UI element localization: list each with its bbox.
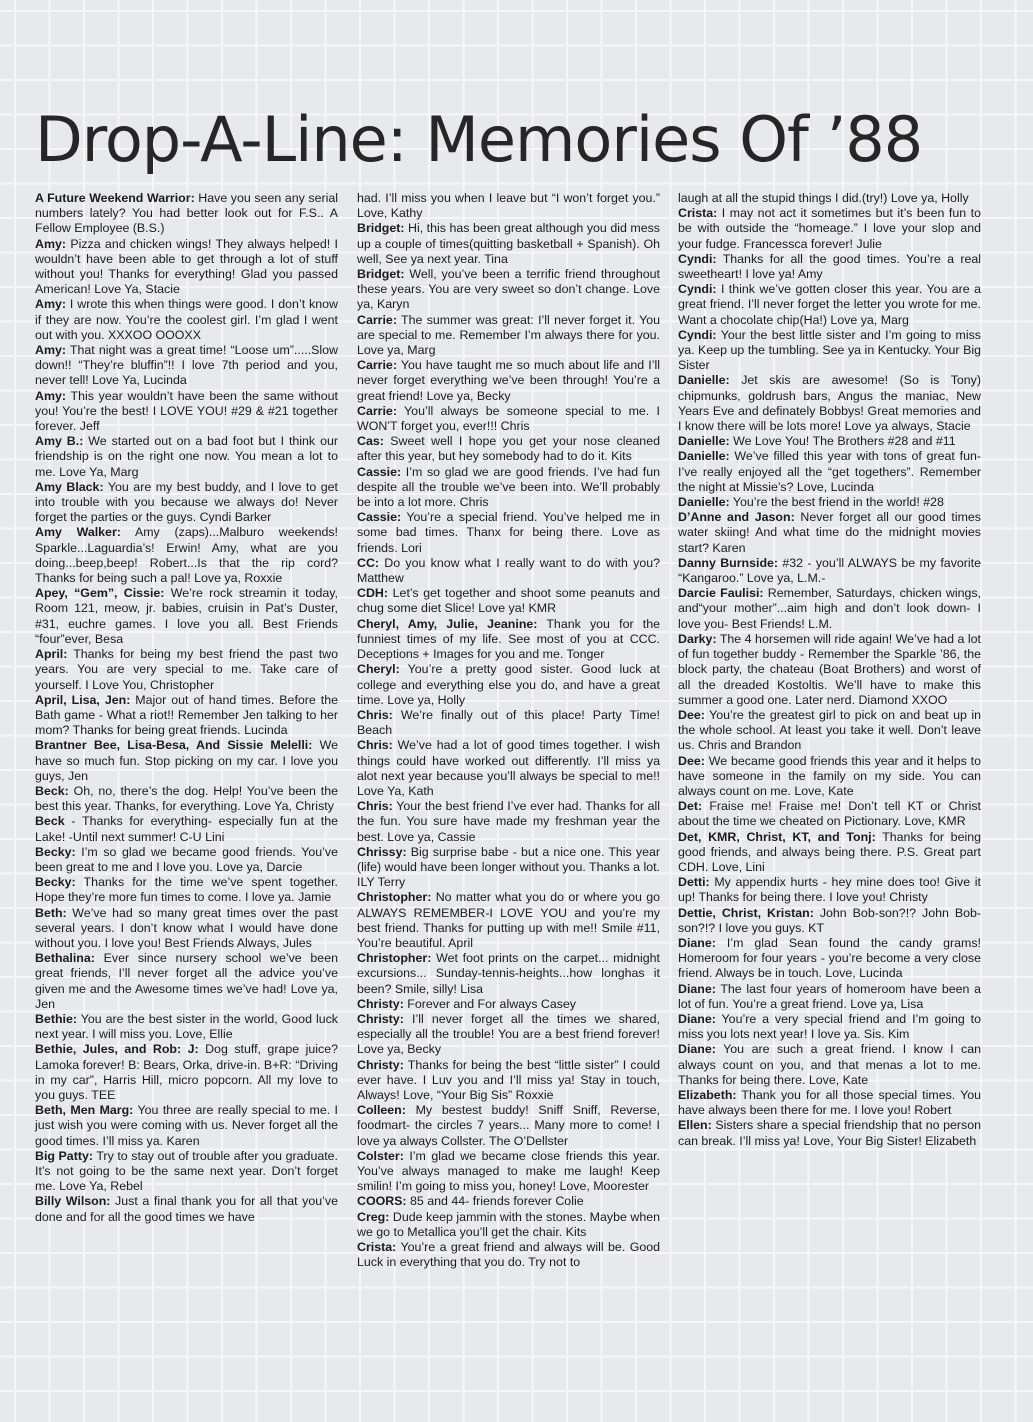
entry-recipient-name: Amy: <box>35 343 66 358</box>
message-entry <box>678 252 981 282</box>
entry-recipient-name: Dee: <box>678 707 705 722</box>
message-entry <box>35 389 338 435</box>
entry-message-text: We’re rock streamin it today, Room 121, meow, jr. babies, cruisin in Pat’s Duster, #31, euchre games. I love you all. Best Friends “four”ever, Besa <box>35 586 338 646</box>
entry-message-text: Big surprise babe - but a nice one. This year (life) would have been longer without you. Thanks a lot. ILY Terry <box>357 844 660 890</box>
message-entry <box>35 951 338 1012</box>
entry-recipient-name: Carrie: <box>357 312 397 327</box>
entry-message-text: You’re a pretty good sister. Good luck at college and everything else you do, and have a great time. Love ya, Holly <box>357 662 661 707</box>
entry-message-text: Wet foot prints on the carpet... midnight excursions... Sunday-tennis-heights...how longhas it been? Smile, silly! Lisa <box>357 951 660 996</box>
page-title: Drop-A-Line: Memories Of ’88 <box>35 103 923 176</box>
entry-message-text: Do you know what I really want to do with you? Matthew <box>357 555 660 586</box>
entry-message-text: That night was a great time! “Loose um”.....Slow down!! “They’re bluffin”!! I love 7th period and you, never tell! Love Ya, Lucinda <box>35 343 338 388</box>
entry-recipient-name: April: <box>35 647 68 662</box>
entry-recipient-name: Cheryl, Amy, Julie, Jeanine: <box>357 616 538 631</box>
entry-message-text: You are my best buddy, and I love to get into trouble with you because we always do! Never forget the parties or the guys. Cyndi Barker <box>35 479 338 525</box>
message-entry <box>678 875 981 905</box>
entry-message-text: #32 - you’ll ALWAYS be my favorite “Kangaroo.” Love ya, L.M.- <box>678 555 981 586</box>
entry-message-text: You’re the best friend in the world! #28 <box>732 495 944 510</box>
entry-message-text: Major out of hand times. Before the Bath game - What a riot!! Remember Jen talking to her mom? Thanks for being great friends. Lucinda <box>35 692 338 738</box>
entry-message-text: This year wouldn’t have been the same without you! You’re the best! I LOVE YOU! #29 & #21 together forever. Jeff <box>35 388 338 434</box>
entry-message-text: Thanks for all the good times. You’re a real sweetheart! I love ya! Amy <box>678 251 982 282</box>
entry-recipient-name: Cassie: <box>357 510 402 525</box>
entry-recipient-name: Beck: <box>35 783 69 798</box>
message-entry <box>678 373 981 434</box>
entry-message-text: Sweet well I hope you get your nose cleaned after this year, but hey somebody had to do it. Kits <box>357 434 660 464</box>
entry-recipient-name: Chris: <box>357 707 393 722</box>
message-entry <box>357 1240 660 1270</box>
message-entry <box>357 313 660 359</box>
entry-recipient-name: Dettie, Christ, Kristan: <box>678 905 814 920</box>
message-entry <box>357 617 660 663</box>
entry-message-text: Oh, no, there’s the dog. Help! You’ve been the best this year. Thanks, for everything. Love Ya, Christy <box>35 783 338 814</box>
entry-recipient-name: D’Anne and Jason: <box>678 510 795 525</box>
entry-recipient-name: Det, KMR, Christ, KT, and Tonj: <box>678 829 876 844</box>
entry-message-text: Thanks for being the best “little sister” I could ever have. I Luv you and I’ll miss ya! Stay in touch, Always! Love, “Your Big Sis” Roxxie <box>357 1057 660 1102</box>
entry-message-text: We’re finally out of this place! Party Time! Beach <box>357 707 660 738</box>
message-entry <box>678 632 981 708</box>
entry-recipient-name: Bethie, Jules, and Rob: J: <box>35 1042 199 1057</box>
entry-message-text: Thanks for being good friends, and always being there. P.S. Great part CDH. Love, Lini <box>678 829 981 874</box>
message-entry <box>35 1012 338 1042</box>
message-entry <box>357 997 660 1012</box>
message-entry <box>357 662 660 708</box>
entry-recipient-name: Darcie Faulisi: <box>678 586 764 601</box>
entry-message-text: Let’s get together and shoot some peanuts and chug some diet Slice! Love ya! KMR <box>357 586 660 616</box>
message-entry <box>678 328 981 374</box>
message-entry <box>678 191 981 206</box>
entry-recipient-name: COORS: <box>357 1194 407 1209</box>
entry-message-text: - Thanks for everything- especially fun at the Lake! -Until next summer! C-U Lini <box>35 814 339 844</box>
entry-message-text: You have taught me so much about life and I’ll never forget everything we’ve been through! You’re a great friend! Love ya, Becky <box>357 358 661 403</box>
message-entry <box>35 1194 338 1224</box>
entry-message-text: Your the best friend I’ve ever had. Thanks for all the fun. You sure have made my freshman year the best. Love ya, Cassie <box>357 799 660 844</box>
entry-message-text: laugh at all the stupid things I did.(try!) Love ya, Holly <box>678 191 969 205</box>
entry-message-text: We’ve had so many great times over the past several years. I don’t know what I would have done without you. I love you! Best Friends Always, Jules <box>35 905 338 950</box>
entry-recipient-name: Christopher: <box>357 951 432 966</box>
entry-recipient-name: Amy Walker: <box>35 525 121 540</box>
entry-recipient-name: Becky: <box>35 844 76 859</box>
entry-message-text: I may not act it sometimes but it’s been fun to be with outside the “homeage.” I love your slop and your fudge. Francessca forever! Julie <box>678 206 981 251</box>
entry-recipient-name: Carrie: <box>357 358 397 373</box>
entry-message-text: Your the best little sister and I’m going to miss ya. Keep up the tumbling. See ya in Kentucky. Your Big Sister <box>678 327 982 373</box>
entry-message-text: Pizza and chicken wings! They always helped! I wouldn’t have been able to get through a lot of stuff without you! Thanks for everything! Glad you passed American! Love Ya, Stacie <box>35 236 338 297</box>
entry-message-text: We became good friends this year and it helps to have someone in the family on my side. You can always count on me. Love, Kate <box>678 753 981 798</box>
message-entry <box>35 784 338 814</box>
message-entry <box>678 556 981 586</box>
message-entry <box>357 556 660 586</box>
entry-message-text: You are the best sister in the world, Good luck next year. I will miss you. Love, Ellie <box>35 1011 338 1042</box>
entry-recipient-name: A Future Weekend Warrior: <box>35 191 195 205</box>
column-1 <box>35 191 338 1225</box>
entry-message-text: Just a final thank you for all that you’ve done and for all the good times we have <box>35 1194 338 1224</box>
entry-recipient-name: Christy: <box>357 996 404 1011</box>
message-entry <box>357 465 660 511</box>
entry-message-text: Never forget all our good times water skiing! And what time do the midnight movies start? Karen <box>678 510 982 555</box>
message-entry <box>357 1012 660 1058</box>
entry-recipient-name: Beth: <box>35 905 67 920</box>
entry-recipient-name: Diane: <box>678 935 716 950</box>
message-entry <box>357 1194 660 1209</box>
entry-message-text: I’ll never forget all the times we shared, especially all the trouble! You are a best friend forever! Love ya, Becky <box>357 1011 660 1057</box>
entry-recipient-name: Darky: <box>678 631 717 646</box>
message-entry <box>35 525 338 586</box>
message-entry <box>678 1118 981 1148</box>
entry-message-text: I think we’ve gotten closer this year. You are a great friend. I’ll never forget the letter you wrote for me. Want a chocolate chip(Ha!) Love ya, Marg <box>678 282 981 327</box>
entry-message-text: Well, you’ve been a terrific friend throughout these years. You are very sweet so don’t change. Love ya, Karyn <box>357 267 660 312</box>
entry-recipient-name: Billy Wilson: <box>35 1194 111 1209</box>
entry-message-text: You’re a special friend. You’ve helped me in some bad times. Thanx for being there. Love as friends. Lori <box>357 510 661 555</box>
message-entry <box>678 449 981 495</box>
message-entry <box>678 799 981 829</box>
message-entry <box>357 267 660 313</box>
message-entry <box>678 206 981 252</box>
message-entry <box>678 282 981 328</box>
column-2 <box>357 191 660 1270</box>
message-entry <box>357 434 660 464</box>
message-entry <box>35 738 338 784</box>
entry-message-text: We Love You! The Brothers #28 and #11 <box>733 434 956 449</box>
entry-recipient-name: Christy: <box>357 1011 404 1026</box>
entry-message-text: Have you seen any serial numbers lately? You had better look out for F.S.. A Fellow Employee (B.S.) <box>35 191 338 236</box>
entry-message-text: Forever and For always Casey <box>407 996 576 1011</box>
entry-message-text: You are such a great friend. I know I can always count on you, and that menas a lot to me. Thanks for being there. Love, Kate <box>678 1042 981 1087</box>
entry-message-text: We have so much fun. Stop picking on my car. I love you guys, Jen <box>35 738 338 783</box>
entry-message-text: 85 and 44- friends forever Colie <box>410 1194 584 1209</box>
entry-message-text: Sisters share a special friendship that no person can break. I’ll miss ya! Love, Your Big Sister! Elizabeth <box>678 1118 981 1148</box>
message-entry <box>35 434 338 480</box>
entry-message-text: The summer was great: I’ll never forget it. You are special to me. Remember I’m always there for you. Love ya, Marg <box>357 312 661 358</box>
entry-recipient-name: Amy Black: <box>35 479 104 494</box>
entry-recipient-name: Beck <box>35 814 65 829</box>
entry-recipient-name: Detti: <box>678 875 710 890</box>
entry-recipient-name: Christopher: <box>357 890 432 905</box>
entry-message-text: I’m so glad we are good friends. I’ve had fun despite all the trouble we’ve been into. We’ll probably be into a lot more. Chris <box>357 464 660 510</box>
message-entry <box>35 814 338 844</box>
message-entry <box>357 890 660 951</box>
entry-recipient-name: Diane: <box>678 1042 716 1057</box>
message-entry <box>357 1149 660 1195</box>
message-entry <box>357 221 660 267</box>
entry-message-text: Jet skis are awesome! (So is Tony) chipmunks, goldrush bars, Angus the maniac, New Years Eve and definately Bobbys! Great memories and I know there will be lots more! Love ya always, Stacie <box>678 373 981 434</box>
entry-message-text: Hi, this has been great although you did mess up a couple of times(quitting basketball + Spanish). Oh well, See ya next year. Tina <box>357 221 660 266</box>
message-entry <box>678 982 981 1012</box>
entry-recipient-name: April, Lisa, Jen: <box>35 692 131 707</box>
entry-recipient-name: Chris: <box>357 738 393 753</box>
entry-recipient-name: Dee: <box>678 753 705 768</box>
entry-recipient-name: Ellen: <box>678 1118 712 1133</box>
message-entry <box>357 510 660 556</box>
message-entry <box>35 237 338 298</box>
message-entry <box>357 358 660 404</box>
entry-message-text: We’ve had a lot of good times together. I wish things could have worked out differently. I’ll miss ya alot next year because you’ll always be special to me!! Love Ya, Kath <box>357 738 660 798</box>
entry-recipient-name: Det: <box>678 799 703 814</box>
entry-recipient-name: Colleen: <box>357 1103 406 1118</box>
entry-recipient-name: Elizabeth: <box>678 1087 737 1102</box>
entry-recipient-name: Crista: <box>678 206 718 221</box>
entry-recipient-name: Colster: <box>357 1148 404 1163</box>
message-entry <box>357 191 660 221</box>
message-entry <box>678 830 981 876</box>
message-entry <box>357 951 660 997</box>
message-entry <box>35 1042 338 1103</box>
message-entry <box>35 480 338 526</box>
entry-recipient-name: Becky: <box>35 875 76 890</box>
entry-message-text: No matter what you do or where you go ALWAYS REMEMBER-I LOVE YOU and you’re my best friend. Thanks for putting up with me!! Smile #11, You’re beautiful. April <box>357 890 660 950</box>
entry-message-text: The 4 horsemen will ride again! We’ve had a lot of fun together buddy - Remember the Sparkle ’86, the block party, the chateau (Boat Brothers) and worst of all the dreaded Kostoltis. We’ll have to make this summer a good one. Later nerd. Diamond XXOO <box>678 631 981 707</box>
column-3 <box>678 191 981 1149</box>
message-entry <box>357 586 660 616</box>
message-entry <box>357 799 660 845</box>
message-entry <box>357 1058 660 1104</box>
entry-recipient-name: Cas: <box>357 434 384 449</box>
message-entry <box>35 1103 338 1149</box>
message-entry <box>35 647 338 693</box>
entry-message-text: The last four years of homeroom have been a lot of fun. You’re a great friend. Love ya, Lisa <box>678 981 981 1011</box>
entry-message-text: Thank you for all those special times. You have always been there for me. I love you! Robert <box>678 1087 982 1118</box>
entry-message-text: We’ve filled this year with tons of great fun- I’ve really enjoyed all the “get togethers”. Remember the night at Missie’s? Love, Lucinda <box>678 449 981 494</box>
entry-message-text: I’m so glad we became good friends. You’ve been great to me and I love you. Love ya, Darcie <box>35 844 338 874</box>
message-entry <box>678 1012 981 1042</box>
entry-recipient-name: Carrie: <box>357 403 397 418</box>
entry-recipient-name: Cyndi: <box>678 327 717 342</box>
entry-message-text: had. I’ll miss you when I leave but “I won’t forget you.” Love, Kathy <box>357 191 660 221</box>
message-entry <box>678 708 981 754</box>
entry-message-text: You’ll always be someone special to me. I WON’T forget you, ever!!! Chris <box>357 403 660 434</box>
entry-recipient-name: Amy: <box>35 297 66 312</box>
entry-recipient-name: Beth, Men Marg: <box>35 1103 134 1118</box>
entry-recipient-name: Creg: <box>357 1209 390 1224</box>
message-entry <box>678 434 981 449</box>
entry-recipient-name: Amy: <box>35 388 66 403</box>
entry-recipient-name: Danny Burnside: <box>678 555 779 570</box>
entry-message-text: You’re a great friend and always will be. Good Luck in everything that you do. Try not to <box>357 1240 661 1270</box>
entry-recipient-name: Chris: <box>357 799 393 814</box>
message-entry <box>678 495 981 510</box>
message-entry <box>678 754 981 800</box>
entry-message-text: Fraise me! Fraise me! Don’t tell KT or Christ about the time we cheated on Pictionary. Love, KMR <box>678 799 981 829</box>
message-entry <box>678 936 981 982</box>
entry-message-text: Thanks for being my best friend the past two years. You are very special to me. Take care of yourself. I Love You, Christopher <box>35 647 338 692</box>
message-entry <box>35 297 338 343</box>
message-entry <box>35 1149 338 1195</box>
message-entry <box>357 708 660 738</box>
entry-message-text: Try to stay out of trouble after you graduate. It’s not going to be the same next year. Don’t forget me. Love Ya, Rebel <box>35 1148 339 1194</box>
entry-recipient-name: Amy: <box>35 236 66 251</box>
entry-recipient-name: Big Patty: <box>35 1148 93 1163</box>
entry-message-text: We started out on a bad foot but I think our friendship is on the right one now. You mean a lot to me. Love Ya, Marg <box>35 434 338 479</box>
entry-recipient-name: CC: <box>357 555 380 570</box>
entry-message-text: I wrote this when things were good. I don’t know if they are now. You’re the coolest girl. I’m glad I went out with you. XXXOO OOOXX <box>35 297 338 342</box>
entry-message-text: My appendix hurts - hey mine does too! Give it up! Thanks for being there. I love you! Christy <box>678 875 981 905</box>
message-entry <box>678 906 981 936</box>
message-entry <box>35 845 338 875</box>
entry-recipient-name: Apey, “Gem”, Cissie: <box>35 586 165 601</box>
entry-recipient-name: Brantner Bee, Lisa-Besa, And Sissie Melelli: <box>35 738 313 753</box>
entry-recipient-name: Cheryl: <box>357 662 400 677</box>
message-entry <box>35 875 338 905</box>
message-entry <box>35 693 338 739</box>
entry-message-text: My bestest buddy! Sniff Sniff, Reverse, foodmart- the circles 7 years... Many more to come! I love ya always Collster. The O’Dellster <box>357 1103 660 1148</box>
message-entry <box>357 404 660 434</box>
entry-recipient-name: Chrissy: <box>357 844 407 859</box>
entry-message-text: Remember, Saturdays, chicken wings, and“your mother”...aim high and don’t look down- I love you- Best Friends! L.M. <box>678 586 981 631</box>
entry-recipient-name: Diane: <box>678 1011 716 1026</box>
entry-message-text: Dog stuff, grape juice? Lamoka forever! B: Bears, Orka, drive-in. B+R: “Driving in my car”, Harris Hill, micro popcorn. All my love to you guys. TEE <box>35 1042 338 1102</box>
entry-message-text: I’m glad we became close friends this year. You’ve always managed to make me laugh! Keep smilin! I’m going to miss you, honey! Love, Moorester <box>357 1148 660 1194</box>
entry-recipient-name: Amy B.: <box>35 434 84 449</box>
entry-recipient-name: Danielle: <box>678 373 730 388</box>
message-entry <box>35 191 338 237</box>
message-entry <box>678 586 981 632</box>
message-entry <box>678 510 981 556</box>
message-entry <box>35 586 338 647</box>
message-entry <box>357 738 660 799</box>
entry-message-text: Ever since nursery school we’ve been great friends, I’ll never forget all the advice you’ve given me and the Awesome times we’ve had! Love ya, Jen <box>35 951 338 1011</box>
entry-message-text: Thanks for the time we’ve spent together. Hope they’re more fun times to come. I love ya. Jamie <box>35 875 338 905</box>
message-entry <box>35 343 338 389</box>
message-entry <box>678 1042 981 1088</box>
entry-recipient-name: Cassie: <box>357 464 402 479</box>
entry-recipient-name: Bethalina: <box>35 951 95 966</box>
entry-recipient-name: Christy: <box>357 1057 404 1072</box>
message-entry <box>357 1210 660 1240</box>
entry-recipient-name: Bridget: <box>357 267 405 282</box>
entry-message-text: John Bob-son?!? John Bob-son?!? I love you guys. KT <box>678 905 981 935</box>
entry-message-text: I’m glad Sean found the candy grams! Homeroom for four years - you’re become a very close friend. Always be in touch. Love, Lucinda <box>678 935 981 981</box>
message-entry <box>35 906 338 952</box>
entry-recipient-name: Danielle: <box>678 434 730 449</box>
entry-recipient-name: Bridget: <box>357 221 405 236</box>
entry-recipient-name: Danielle: <box>678 449 730 464</box>
entry-message-text: Amy (zaps)...Malburo weekends! Sparkle...Laguardia’s! Erwin! Amy, what are you doing...beep,beep! Robert...Is that the rip cord? Thanks for being such a pal! Love ya, Roxxie <box>35 525 338 586</box>
entry-message-text: Dude keep jammin with the stones. Maybe when we go to Metallica you’ll get the chair. Kits <box>357 1209 660 1239</box>
entry-message-text: You’re the greatest girl to pick on and beat up in the whole school. At least you take it well. Don’t leave us. Chris and Brandon <box>678 707 981 753</box>
message-entry <box>678 1088 981 1118</box>
entry-message-text: Thank you for the funniest times of my life. See most of you at CCC. Deceptions + Images for you and me. Tonger <box>357 616 660 662</box>
message-entry <box>357 845 660 891</box>
entry-message-text: You’re a very special friend and I’m going to miss you lots next year! I love ya. Sis. Kim <box>678 1011 981 1042</box>
entry-recipient-name: Cyndi: <box>678 282 717 297</box>
entry-recipient-name: CDH: <box>357 586 388 601</box>
entry-recipient-name: Diane: <box>678 981 716 996</box>
entry-recipient-name: Bethie: <box>35 1011 77 1026</box>
message-entry <box>357 1103 660 1149</box>
entry-recipient-name: Cyndi: <box>678 251 717 266</box>
entry-recipient-name: Crista: <box>357 1240 397 1255</box>
entry-recipient-name: Danielle: <box>678 495 730 510</box>
entry-message-text: You three are really special to me. I just wish you were coming with us. Never forget all the good times. I’ll miss ya. Karen <box>35 1103 339 1148</box>
